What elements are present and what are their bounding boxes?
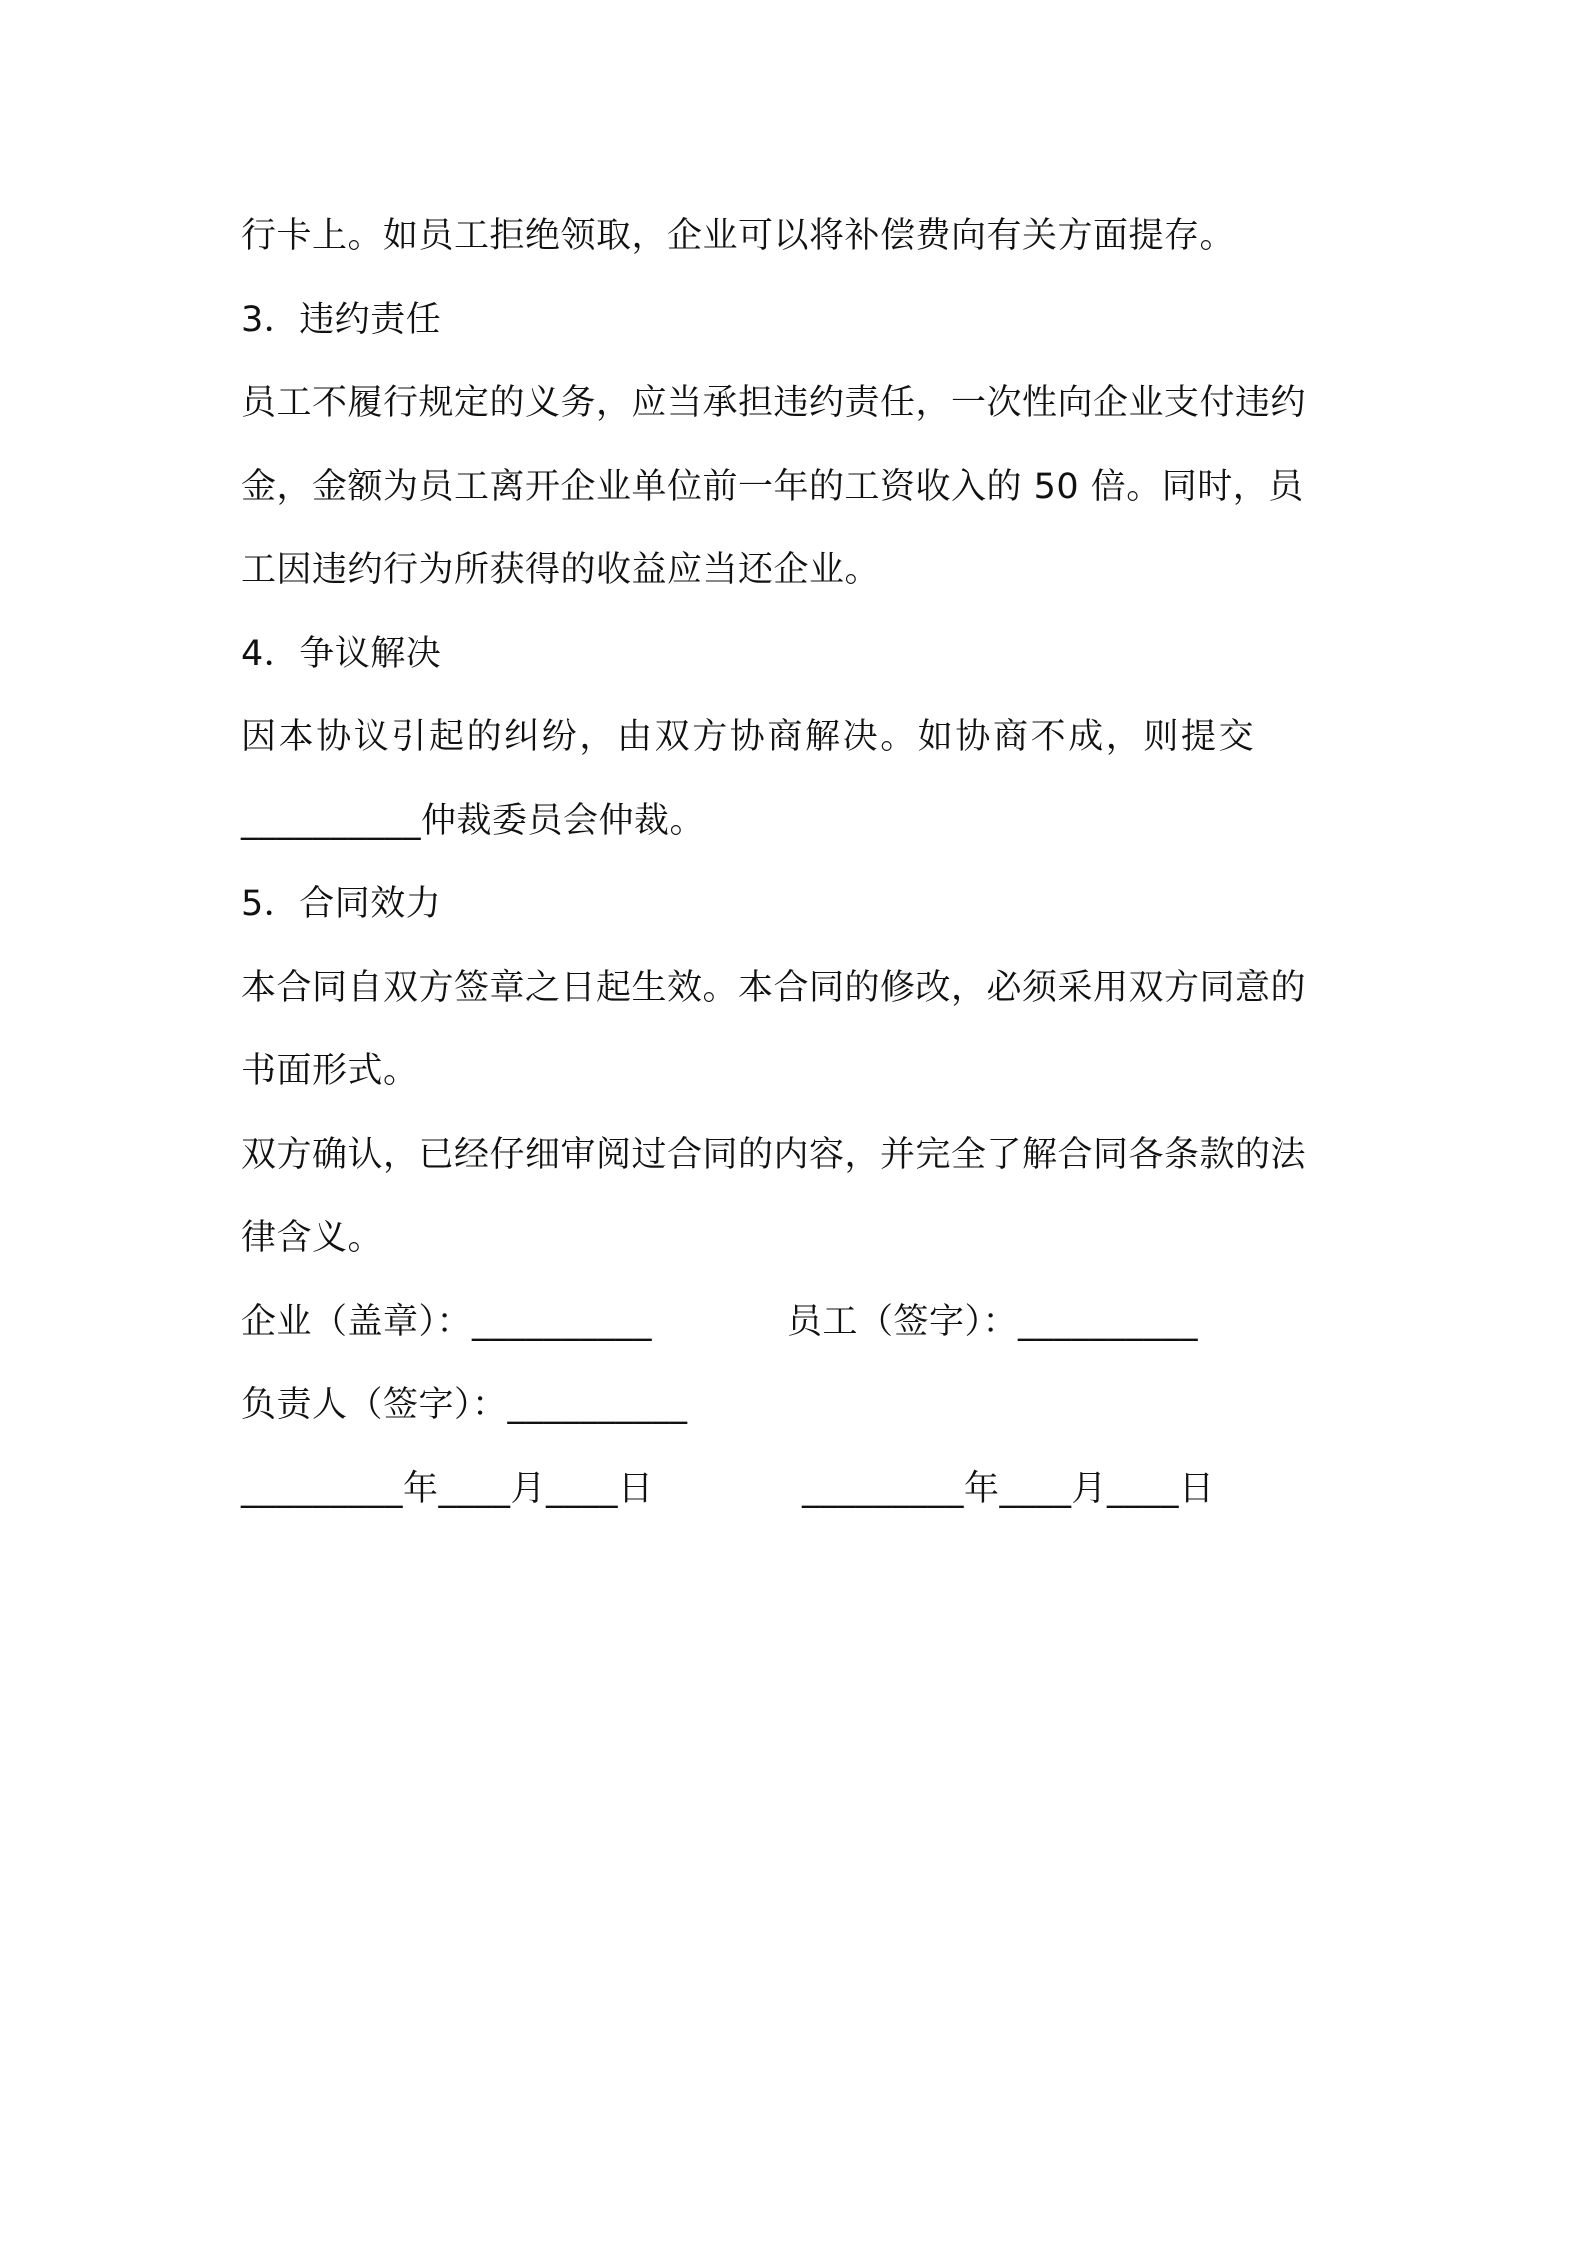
section-heading-breach-liability: 3．违约责任 — [241, 299, 442, 340]
signature-row-2 — [241, 1364, 1361, 1448]
paragraph-line: 双方确认，已经仔细审阅过合同的内容，并完全了解合同各条款的法 — [241, 1134, 1307, 1175]
paragraph-line: 工因违约行为所获得的收益应当还企业。 — [241, 550, 881, 590]
paragraph-line: 因本协议引起的纠纷，由双方协商解决。如协商不成，则提交 — [241, 717, 1257, 757]
company-seal-field: 企业（盖章）：__________ — [241, 1301, 653, 1342]
paragraph-line: __________仲裁委员会仲裁。 — [241, 800, 706, 841]
paragraph-line: 员工不履行规定的义务，应当承担违约责任，一次性向企业支付违约 — [241, 383, 1307, 423]
section-heading-dispute-resolution: 4．争议解决 — [241, 633, 442, 674]
paragraph-line: 律含义。 — [241, 1218, 384, 1258]
date-row — [241, 1448, 1361, 1532]
paragraph-line: 行卡上。如员工拒绝领取，企业可以将补偿费向有关方面提存。 — [241, 216, 1236, 256]
paragraph-line: 本合同自双方签章之日起生效。本合同的修改，必须采用双方同意的 — [241, 967, 1307, 1008]
date-field-right: _________年____月____日 — [802, 1468, 1215, 1509]
paragraph-line: 书面形式。 — [241, 1051, 419, 1091]
section-heading-contract-validity: 5．合同效力 — [241, 884, 442, 924]
date-field-left: _________年____月____日 — [241, 1468, 654, 1509]
paragraph-line: 金，金额为员工离开企业单位前一年的工资收入的 50 倍。同时，员 — [241, 466, 1304, 507]
document-body — [241, 195, 1361, 1531]
employee-sign-field: 员工（签字）：__________ — [787, 1301, 1199, 1342]
signature-row-1 — [241, 1281, 1361, 1365]
responsible-sign-field: 负责人（签字）：__________ — [241, 1385, 688, 1425]
